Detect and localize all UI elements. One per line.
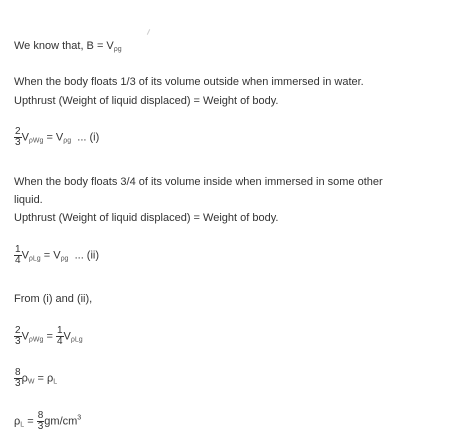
equation-1-fraction <box>14 127 22 148</box>
intro-text: We know that, B = V <box>14 40 114 52</box>
equation-2-tag: ... (ii) <box>74 249 100 262</box>
equation-3-sub-left: ρWg <box>28 336 44 344</box>
equation-3-var-left: V <box>21 330 29 343</box>
equation-1-rhs-var: = V <box>46 131 64 144</box>
equation-5-denominator: 3 <box>37 421 44 432</box>
stray-mark <box>147 29 150 35</box>
equation-1-rhs-sub: ρg <box>63 137 72 145</box>
equation-2 <box>14 245 99 271</box>
case2-line3: Upthrust (Weight of liquid displaced) = Weight of body. <box>14 212 279 224</box>
equation-1-lhs-sub: ρWg <box>28 137 44 145</box>
equation-1 <box>14 127 99 153</box>
equation-3-fraction-left <box>14 326 22 347</box>
equation-4-numerator: 8 <box>15 367 21 378</box>
equation-5-equals: = <box>27 415 34 428</box>
intro-subscript: ρg <box>113 46 122 53</box>
equation-1-denominator: 3 <box>15 137 21 148</box>
equation-3 <box>14 326 83 352</box>
equation-3-sub-right: ρLg <box>70 336 83 344</box>
equation-5-unit: gm/cm <box>44 415 78 428</box>
case2-line1: When the body floats 3/4 of its volume inside when immersed in some other <box>14 176 383 188</box>
equation-5-lhs-sub: L <box>20 421 25 429</box>
equation-1-lhs-var: V <box>21 131 29 144</box>
equation-4-var: ρ <box>21 372 28 385</box>
equation-2-denominator: 4 <box>15 255 21 266</box>
equation-4-fraction <box>14 368 22 389</box>
equation-5-lhs: ρ <box>14 415 21 428</box>
equation-4-rest-sub: L <box>53 378 58 386</box>
equation-3-numerator-left: 2 <box>15 325 21 336</box>
equation-5 <box>14 411 81 437</box>
case2-line2: liquid. <box>14 194 43 206</box>
equation-2-rhs-sub: ρg <box>60 255 69 263</box>
equation-5-unit-sup: 3 <box>77 414 82 422</box>
equation-2-lhs-sub: ρLg <box>28 255 41 263</box>
equation-4-rest: = ρ <box>37 372 54 385</box>
equation-5-numerator: 8 <box>37 410 44 421</box>
equation-3-denominator-left: 3 <box>15 336 21 347</box>
equation-4 <box>14 368 57 394</box>
equation-2-rhs-var: = V <box>43 249 61 262</box>
from-line: From (i) and (ii), <box>14 293 93 305</box>
equation-1-tag: ... (i) <box>77 131 100 144</box>
case1-line2: Upthrust (Weight of liquid displaced) = Weight of body. <box>14 95 279 107</box>
equation-3-equals: = <box>46 330 53 343</box>
case1-line1: When the body floats 1/3 of its volume outside when immersed in water. <box>14 76 364 88</box>
equation-3-numerator-right: 1 <box>56 325 63 336</box>
equation-3-fraction-right <box>56 326 64 347</box>
equation-1-numerator: 2 <box>15 126 21 137</box>
intro-line <box>14 39 122 57</box>
equation-2-numerator: 1 <box>15 244 21 255</box>
equation-2-fraction <box>14 245 22 266</box>
equation-3-var-right: V <box>63 330 71 343</box>
equation-4-sub: W <box>27 378 35 386</box>
equation-2-lhs-var: V <box>21 249 29 262</box>
equation-3-denominator-right: 4 <box>56 336 63 347</box>
equation-4-denominator: 3 <box>15 378 21 389</box>
